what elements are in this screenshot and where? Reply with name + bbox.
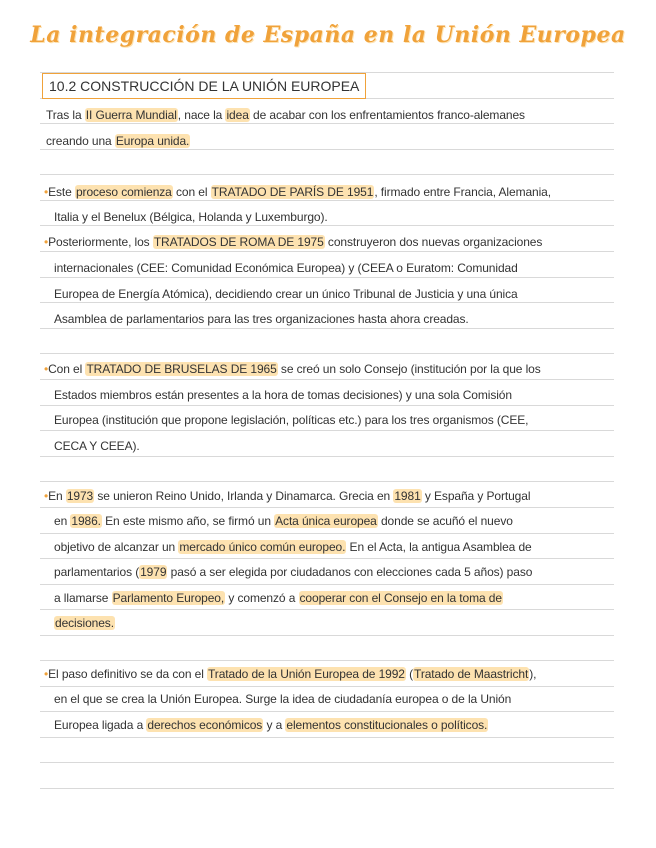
text-line	[44, 184, 551, 200]
text-run: construyeron dos nuevas organizaciones	[324, 235, 543, 249]
highlighted-text: Tratado de Maastricht	[414, 667, 529, 681]
text-line	[46, 107, 525, 123]
highlighted-text: TRATADO DE BRUSELAS DE 1965	[86, 362, 277, 376]
highlighted-text: 1981	[394, 489, 421, 503]
text-run: creando una	[46, 134, 115, 148]
text-run: y España y Portugal	[421, 489, 531, 503]
text-line	[46, 133, 190, 149]
rule-line	[40, 353, 614, 354]
section-heading: 10.2 CONSTRUCCIÓN DE LA UNIÓN EUROPEA	[42, 73, 366, 99]
text-run: Europea ligada a	[54, 718, 147, 732]
rule-line	[40, 430, 614, 431]
rule-line	[40, 533, 614, 534]
text-run: , firmado entre Francia, Alemania,	[374, 185, 551, 199]
text-run: Con el	[48, 362, 86, 376]
text-line	[54, 311, 469, 327]
text-line	[54, 691, 511, 707]
text-run: Este	[48, 185, 75, 199]
text-run: , nace la	[177, 108, 226, 122]
rule-line	[40, 302, 614, 303]
highlighted-text: cooperar con el Consejo en la toma de	[299, 591, 502, 605]
rule-line	[40, 251, 614, 252]
text-line	[54, 539, 532, 555]
rule-line	[40, 711, 614, 712]
rule-line	[40, 584, 614, 585]
bullet-marker: •	[44, 667, 49, 681]
text-line	[54, 564, 532, 580]
text-line	[44, 666, 536, 682]
text-line	[54, 615, 115, 631]
text-run: a llamarse	[54, 591, 112, 605]
text-run: y a	[263, 718, 286, 732]
bullet-marker: •	[44, 185, 49, 199]
text-run: y comenzó a	[225, 591, 299, 605]
highlighted-text: idea	[226, 108, 249, 122]
text-run: Tras la	[46, 108, 85, 122]
rule-line	[40, 609, 614, 610]
text-run: Asamblea de parlamentarios para las tres organizaciones hasta ahora creadas.	[54, 312, 469, 326]
rule-line	[40, 405, 614, 406]
text-run: internacionales (CEE: Comunidad Económica Europea) y (CEEA o Euratom: Comunidad	[54, 261, 518, 275]
text-line	[44, 361, 541, 377]
rule-line	[40, 788, 614, 789]
bullet-marker: •	[44, 362, 49, 376]
bullet-marker: •	[44, 489, 49, 503]
text-run: En este mismo año, se firmó un	[101, 514, 275, 528]
rule-line	[40, 481, 614, 482]
text-run: (	[405, 667, 414, 681]
text-run: de acabar con los enfrentamientos franco-alemanes	[249, 108, 525, 122]
highlighted-text: mercado único común europeo.	[179, 540, 346, 554]
highlighted-text: 1979	[140, 565, 167, 579]
text-line	[54, 260, 518, 276]
highlighted-text: derechos económicos	[147, 718, 263, 732]
text-run: En	[48, 489, 66, 503]
highlighted-text: 1973	[66, 489, 94, 503]
highlighted-text: Parlamento Europeo,	[112, 591, 225, 605]
text-run: se unieron Reino Unido, Irlanda y Dinamarca. Grecia en	[94, 489, 394, 503]
text-run: con el	[172, 185, 211, 199]
rule-line	[40, 149, 614, 150]
text-run: en el que se crea la Unión Europea. Surge la idea de ciudadanía europea o de la Unión	[54, 692, 512, 706]
highlighted-text: TRATADO DE PARÍS DE 1951	[211, 185, 374, 199]
text-run: Posteriormente, los	[48, 235, 153, 249]
highlighted-text: Tratado de la Unión Europea de 1992	[208, 667, 405, 681]
highlighted-text: 1986.	[71, 514, 101, 528]
text-run: Europea de Energía Atómica), decidiendo crear un único Tribunal de Justicia y una única	[54, 287, 518, 301]
rule-line	[40, 123, 614, 124]
rule-line	[40, 762, 614, 763]
rule-line	[40, 558, 614, 559]
highlighted-text: Acta única europea	[275, 514, 377, 528]
text-line	[54, 412, 528, 428]
highlighted-text: proceso comienza	[75, 185, 172, 199]
rule-line	[40, 635, 614, 636]
text-run: Europea (institución que propone legislación, políticas etc.) para los tres organismos (CEE,	[54, 413, 529, 427]
text-run: parlamentarios (	[54, 565, 140, 579]
rule-line	[40, 507, 614, 508]
text-line	[54, 387, 512, 403]
rule-line	[40, 660, 614, 661]
highlighted-text: II Guerra Mundial	[85, 108, 177, 122]
text-run: En el Acta, la antigua Asamblea de	[346, 540, 532, 554]
rule-line	[40, 200, 614, 201]
rule-line	[40, 277, 614, 278]
highlighted-text: elementos constitucionales o políticos.	[286, 718, 488, 732]
text-line	[54, 717, 488, 733]
page-title: La integración de España en la Unión Europea	[30, 22, 626, 48]
bullet-marker: •	[44, 235, 49, 249]
highlighted-text: TRATADOS DE ROMA DE 1975	[153, 235, 324, 249]
rule-line	[40, 456, 614, 457]
text-run: Italia y el Benelux (Bélgica, Holanda y Luxemburgo).	[54, 210, 328, 224]
highlighted-text: decisiones.	[55, 616, 114, 630]
highlighted-text: Europa unida.	[115, 134, 190, 148]
rule-line	[40, 379, 614, 380]
rule-line	[40, 225, 614, 226]
text-run: en	[54, 514, 71, 528]
text-run: se creó un solo Consejo (institución por la que los	[277, 362, 541, 376]
text-run: donde se acuñó el nuevo	[377, 514, 513, 528]
rule-line	[40, 686, 614, 687]
text-line	[54, 590, 503, 606]
text-line	[44, 488, 530, 504]
text-run: pasó a ser elegida por ciudadanos con elecciones cada 5 años) paso	[167, 565, 533, 579]
text-line	[54, 286, 518, 302]
text-line	[54, 438, 140, 454]
rule-line	[40, 737, 614, 738]
text-line	[54, 513, 513, 529]
text-run: Estados miembros están presentes a la hora de tomas decisiones) y una sola Comisión	[54, 388, 512, 402]
rule-line	[40, 328, 614, 329]
text-run: El paso definitivo se da con el	[48, 667, 208, 681]
rule-line	[40, 174, 614, 175]
text-line	[44, 234, 542, 250]
text-line	[54, 209, 328, 225]
text-run: ),	[529, 667, 537, 681]
text-run: objetivo de alcanzar un	[54, 540, 179, 554]
text-run: CECA Y CEEA).	[54, 439, 140, 453]
